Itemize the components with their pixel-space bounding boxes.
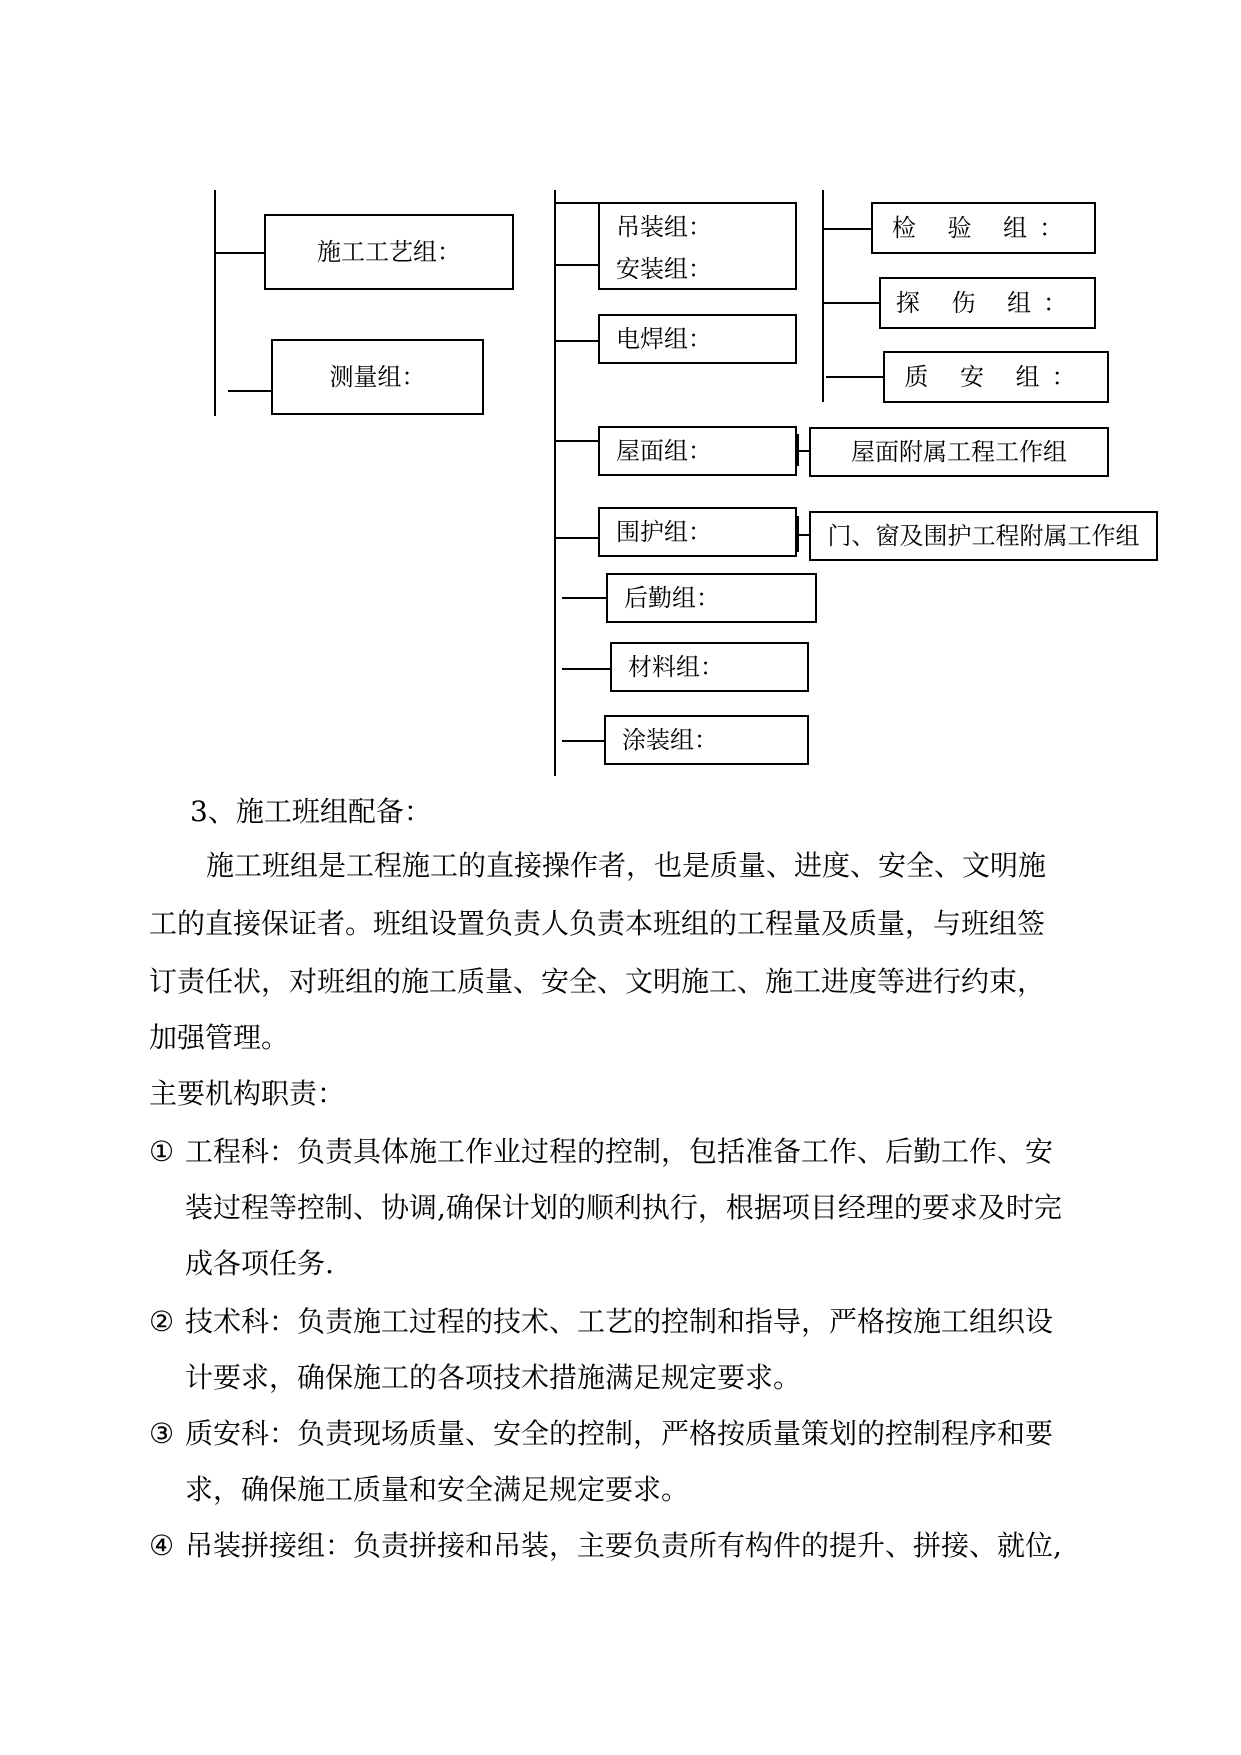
duty-line: 技术科：负责施工过程的技术、工艺的控制和指导，严格按施工组织设 xyxy=(185,1305,1054,1338)
box-label: 电焊组： xyxy=(616,325,712,353)
duty-number: ② xyxy=(149,1305,175,1338)
duties-title: 主要机构职责： xyxy=(149,1077,346,1110)
box-label: 检 验 组： xyxy=(891,214,1076,242)
duty-line: 计要求，确保施工的各项技术措施满足规定要求。 xyxy=(185,1361,802,1394)
connector-line xyxy=(554,440,598,442)
box-label: 屋面组： xyxy=(616,437,712,465)
connector-line xyxy=(554,264,598,266)
paragraph-line: 订责任状，对班组的施工质量、安全、文明施工、施工进度等进行约束， xyxy=(149,965,1046,998)
duty-line: 成各项任务. xyxy=(185,1247,334,1280)
box-label: 材料组： xyxy=(628,653,724,681)
box-label: 探 伤 组： xyxy=(895,289,1080,317)
duty-number: ① xyxy=(149,1135,175,1168)
paragraph-line: 施工班组是工程施工的直接操作者，也是质量、进度、安全、文明施 xyxy=(206,849,1047,882)
roofing-group-box xyxy=(598,426,797,476)
box-label: 吊装组： xyxy=(616,213,712,241)
connector-line xyxy=(797,434,799,466)
box-label: 后勤组： xyxy=(624,584,720,612)
connector-line xyxy=(228,390,272,392)
box-label: 涂装组： xyxy=(622,726,718,754)
connector-line xyxy=(562,740,604,742)
duty-line: 装过程等控制、协调,确保计划的顺利执行，根据项目经理的要求及时完 xyxy=(185,1191,1062,1224)
survey-group-box xyxy=(271,339,484,415)
middle-trunk-line xyxy=(554,190,556,776)
connector-line xyxy=(824,302,880,304)
section-heading: 3、施工班组配备： xyxy=(190,795,432,828)
connector-line xyxy=(562,668,610,670)
welding-group-box xyxy=(598,314,797,364)
installation-group-box xyxy=(598,250,797,290)
box-label: 屋面附属工程工作组 xyxy=(851,438,1067,466)
flaw-detection-group-box xyxy=(879,277,1096,329)
left-trunk-line xyxy=(214,190,216,416)
connector-line xyxy=(554,537,598,539)
hoisting-group-box xyxy=(598,202,797,252)
box-label: 围护组： xyxy=(616,518,712,546)
logistics-group-box xyxy=(606,573,817,623)
duty-line: 工程科：负责具体施工作业过程的控制，包括准备工作、后勤工作、安 xyxy=(185,1135,1054,1168)
box-label: 质 安 组： xyxy=(904,363,1088,391)
duty-line: 吊装拼接组：负责拼接和吊装，主要负责所有构件的提升、拼接、就位, xyxy=(185,1529,1062,1562)
connector-line xyxy=(826,376,884,378)
box-label: 施工工艺组： xyxy=(317,238,461,266)
paragraph-line: 加强管理。 xyxy=(149,1021,290,1054)
construction-process-group-box xyxy=(264,214,514,290)
duty-number: ③ xyxy=(149,1417,175,1450)
inspection-group-box xyxy=(871,202,1096,254)
materials-group-box xyxy=(610,642,809,692)
right-trunk-line xyxy=(822,190,824,402)
enclosure-group-box xyxy=(598,507,797,557)
paragraph-line: 工的直接保证者。班组设置负责人负责本班组的工程量及质量，与班组签 xyxy=(149,907,1046,940)
duty-number: ④ xyxy=(149,1529,175,1562)
duty-line: 质安科：负责现场质量、安全的控制，严格按质量策划的控制程序和要 xyxy=(185,1417,1054,1450)
box-label: 测量组： xyxy=(329,363,426,391)
box-label: 安装组： xyxy=(616,255,712,283)
connector-line xyxy=(214,252,264,254)
box-label: 门、窗及围护工程附属工作组 xyxy=(827,522,1140,550)
connector-line xyxy=(554,340,598,342)
roof-ancillary-group-box xyxy=(809,427,1109,477)
quality-safety-group-box xyxy=(883,351,1109,403)
connector-line xyxy=(562,597,606,599)
door-window-ancillary-group-box xyxy=(809,511,1158,561)
connector-line xyxy=(797,516,799,552)
connector-line xyxy=(554,202,598,204)
coating-group-box xyxy=(604,715,809,765)
duty-line: 求，确保施工质量和安全满足规定要求。 xyxy=(185,1473,690,1506)
connector-line xyxy=(822,228,872,230)
